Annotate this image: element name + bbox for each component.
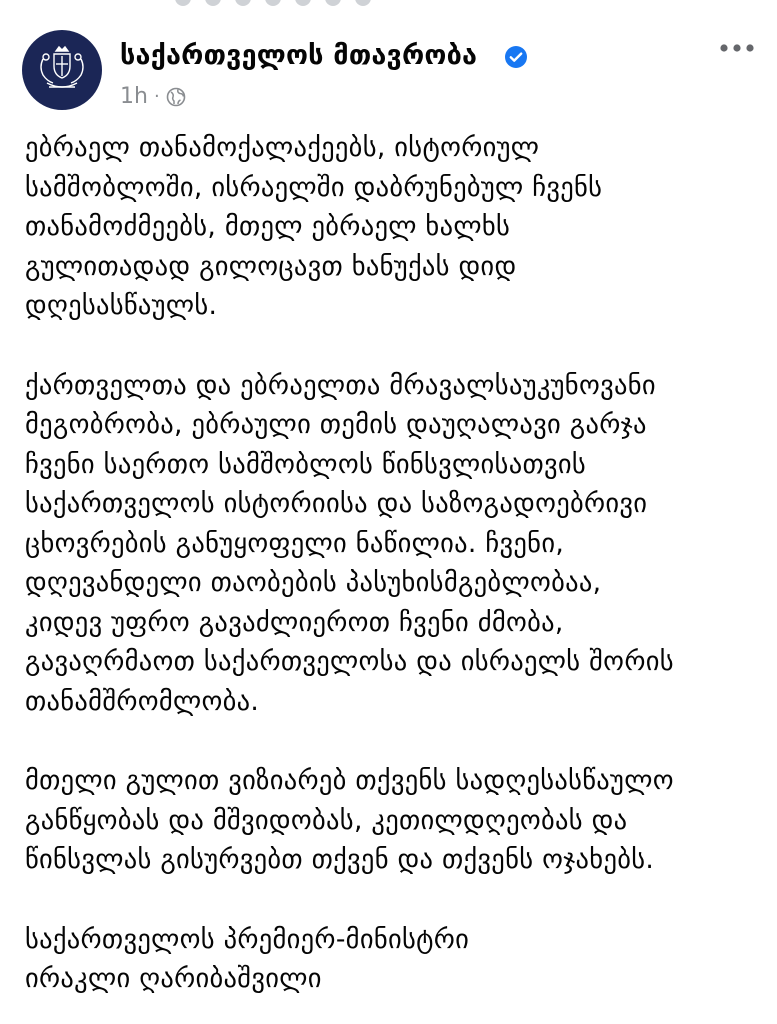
more-dots-icon[interactable] xyxy=(719,42,755,54)
coat-of-arms-icon xyxy=(29,37,95,103)
previous-post-fragment xyxy=(175,0,371,6)
meta-separator: · xyxy=(153,86,160,107)
globe-icon[interactable] xyxy=(166,87,186,107)
post-header xyxy=(22,30,757,112)
post-timestamp[interactable]: 1h xyxy=(120,84,148,109)
post-paragraph-1: ებრაელ თანამოქალაქეებს, ისტორიულ სამშობლოში, ისრაელში დაბრუნებულ ჩვენს თანამოძმეებს, მთელ ებრაელ ხალხს გულითადად გილოცავთ ხანუქას დიდ დღესასწაულს. xyxy=(25,132,603,321)
post-signature: საქართველოს პრემიერ-მინისტრი ირაკლი ღარიბაშვილი xyxy=(25,923,470,994)
avatar[interactable] xyxy=(22,30,102,110)
page-name[interactable]: საქართველოს მთავრობა xyxy=(120,40,478,71)
post-paragraph-2: ქართველთა და ებრაელთა მრავალსაუკუნოვანი მეგობრობა, ებრაული თემის დაუღალავი გარჯა ჩვენი საერთო სამშობლოს წინსვლისათვის საქართველოს ისტორიისა და საზოგადოებრივი ცხოვრების განუყოფელი ნაწილია. ჩვენი, დღევანდელი თაობების პასუხისმგებლობაა, კიდევ უფრო გავაძლიეროთ ჩვენი ძმობა, გავაღრმაოთ საქართველოსა და ისრაელს შორის თანამშრომლობა. xyxy=(25,369,674,717)
post-body xyxy=(25,128,770,999)
post-paragraph-3: მთელი გულით ვიზიარებ თქვენს სადღესასწაულო განწყობას და მშვიდობას, კეთილდღეობას და წინსვლას გისურვებთ თქვენ და თქვენს ოჯახებს. xyxy=(25,765,674,875)
verified-badge-icon xyxy=(504,45,528,69)
post-meta xyxy=(120,84,186,109)
